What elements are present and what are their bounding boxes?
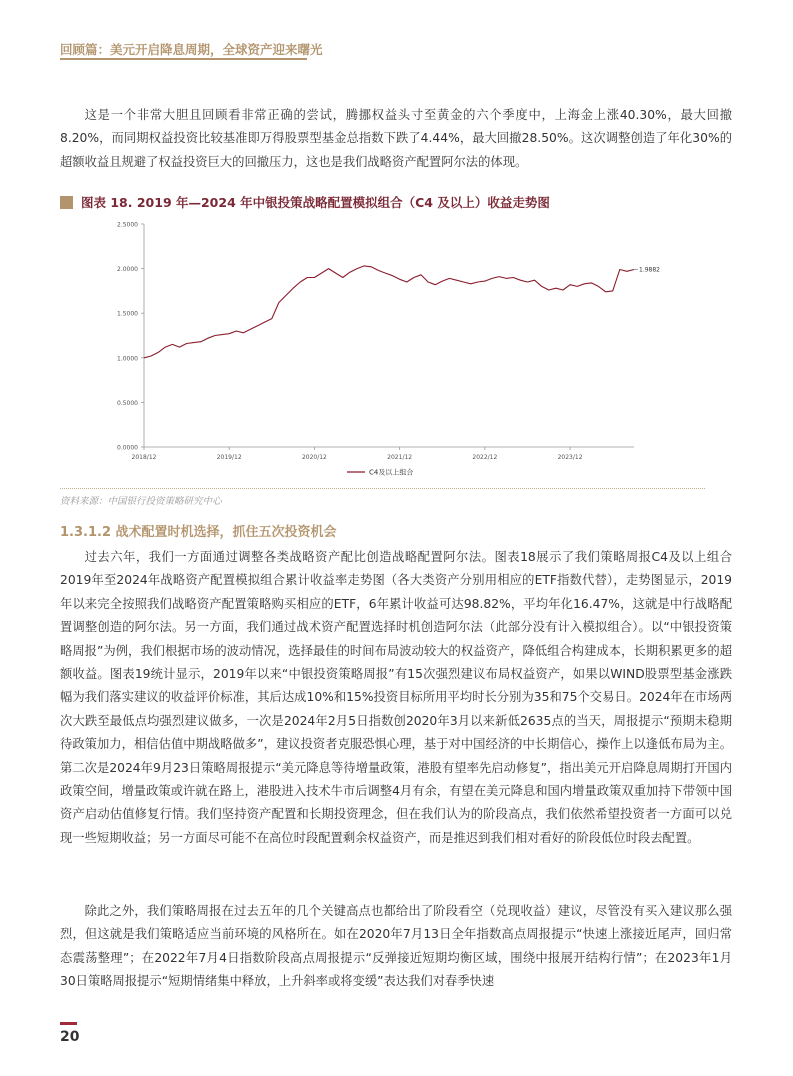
paragraph-3: 除此之外，我们策略周报在过去五年的几个关键高点也都给出了阶段看空（兑现收益）建议，尽管没有买入建议那么强烈，但这就是我们策略适应当前环境的风格所在。如在2020年7月13日全年指数高点周报提示“快速上涨接近尾声，回归常态震荡整理”；在2022年7月4日指数阶段高点周报提示“反弹接近短期均衡区域，围绕中报展开结构行情”；在2023年1月30日策略周报提示“短期情绪集中释放，上升斜率或将变缓”表达我们对春季快速 bbox=[60, 904, 732, 989]
x-tick-label: 2023/12 bbox=[557, 454, 583, 461]
page-number: 20 bbox=[60, 1029, 80, 1045]
header-rule bbox=[60, 58, 307, 60]
chart-svg bbox=[100, 214, 660, 484]
figure-source: 资料来源：中国银行投资策略研究中心 bbox=[60, 496, 222, 507]
paragraph-1: 这是一个非常大胆且回顾看非常正确的尝试，腾挪权益头寸至黄金的六个季度中，上海金上涨40.30%，最大回撤8.20%，而同期权益投资比较基准即万得股票型基金总指数下跌了4.44%，最大回撤28.50%。这次调整创造了年化30%的超额收益且规避了权益投资巨大的回撤压力，这也是我们战略资产配置阿尔法的体现。 bbox=[60, 108, 732, 169]
paragraph-2: 过去六年，我们一方面通过调整各类战略资产配比创造战略配置阿尔法。图表18展示了我们策略周报C4及以上组合2019年至2024年战略资产配置模拟组合累计收益率走势图（各大类资产分别用相应的ETF指数代替），走势图显示，2019年以来完全按照我们战略资产配置策略购买相应的ETF，6年累计收益可达98.82%，平均年化16.47%，这就是中行战略配置调整创造的阿尔法。另一方面，我们通过战术资产配置选择时机创造阿尔法（此部分没有计入模拟组合）。以“中银投资策略周报”为例，我们根据市场的波动情况，选择最佳的时间布局波动较大的权益资产，降低组合构建成本，长期积累更多的超额收益。图表19统计显示，2019年以来“中银投资策略周报”有15次强烈建议布局权益资产，如果以WIND股票型基金涨跌幅为我们落实建议的收益评价标准，其后达成10%和15%投资目标所用平均时长分别为35和75个交易日。2024年在市场两次大跌至最低点均强烈建议做多，一次是2024年2月5日指数创2020年3月以来新低2635点的当天，周报提示“预期未稳期待政策加力，相信估值中期战略做多”，建议投资者克服恐惧心理，基于对中国经济的中长期信心，操作上以逢低布局为主。第二次是2024年9月23日策略周报提示“美元降息等待增量政策，港股有望率先启动修复”，指出美元开启降息周期打开国内政策空间，增量政策或许就在路上，港股进入技术牛市后调整4月有余，有望在美元降息和国内增量政策双重加持下带领中国资产启动估值修复行情。我们坚持资产配置和长期投资理念，但在我们认为的阶段高点，我们依然希望投资者一方面可以兑现一些短期收益；另一方面尽可能不在高位时段配置剩余权益资产，而是推迟到我们相对看好的阶段低位时段去配置。 bbox=[60, 550, 732, 845]
x-tick-label: 2022/12 bbox=[472, 454, 498, 461]
y-tick-label: 1.0000 bbox=[117, 355, 138, 363]
line-chart bbox=[100, 214, 660, 484]
figure-marker-square bbox=[60, 196, 73, 209]
y-tick-label: 0.0000 bbox=[117, 444, 138, 452]
section-heading: 1.3.1.2 战术配置时机选择，抓住五次投资机会 bbox=[60, 525, 337, 540]
dotted-divider bbox=[60, 488, 705, 489]
legend-label: C4及以上组合 bbox=[369, 468, 414, 477]
footer-rule bbox=[60, 1022, 77, 1025]
y-tick-label: 2.0000 bbox=[117, 266, 138, 274]
figure-title bbox=[60, 193, 550, 211]
y-tick-label: 0.5000 bbox=[117, 399, 138, 407]
series-line-c4 bbox=[144, 266, 634, 358]
figure-title-text: 图表 18. 2019 年—2024 年中银投策战略配置模拟组合（C4 及以上）收益走势图 bbox=[81, 195, 550, 210]
x-tick-label: 2018/12 bbox=[131, 454, 157, 461]
y-tick-label: 2.5000 bbox=[117, 221, 138, 229]
x-tick-label: 2019/12 bbox=[216, 454, 242, 461]
end-value-label: 1.9882 bbox=[639, 266, 660, 274]
x-tick-label: 2020/12 bbox=[301, 454, 327, 461]
x-tick-label: 2021/12 bbox=[387, 454, 413, 461]
header-title: 回顾篇：美元开启降息周期，全球资产迎来曙光 bbox=[60, 42, 323, 57]
y-tick-label: 1.5000 bbox=[117, 310, 138, 318]
